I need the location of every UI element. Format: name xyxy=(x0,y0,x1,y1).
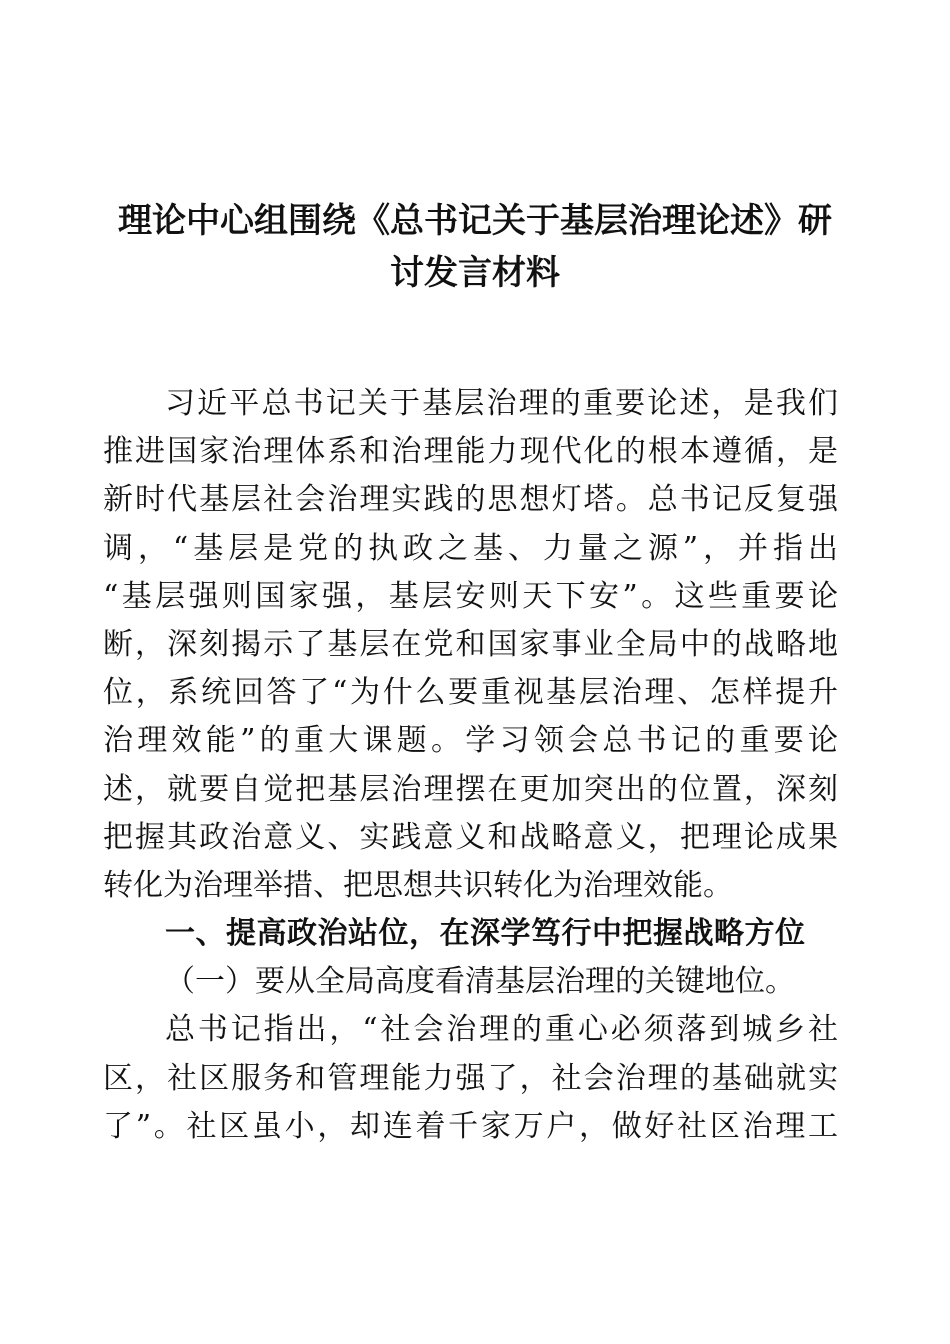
text-line: 位，系统回答了“为什么要重视基层治理、怎样提升 xyxy=(103,675,838,711)
title-line: 讨发言材料 xyxy=(390,253,560,293)
subsection-heading: （一）要从全局高度看清基层治理的关键地位。 xyxy=(165,964,795,1000)
text-line: 述，就要自觉把基层治理摆在更加突出的位置，深刻 xyxy=(103,771,838,807)
text-line: 区，社区服务和管理能力强了，社会治理的基础就实 xyxy=(103,1060,838,1096)
text-line: 了”。社区虽小，却连着千家万户，做好社区治理工 xyxy=(103,1108,838,1144)
text-line: 调，“基层是党的执政之基、力量之源”，并指出 xyxy=(103,530,838,566)
text-line: 把握其政治意义、实践意义和战略意义，把理论成果 xyxy=(103,819,838,855)
document-title xyxy=(95,195,855,299)
text-line: 治理效能”的重大课题。学习领会总书记的重要论 xyxy=(103,723,838,759)
text-line: 新时代基层社会治理实践的思想灯塔。总书记反复强 xyxy=(103,482,838,518)
text-line: 断，深刻揭示了基层在党和国家事业全局中的战略地 xyxy=(103,626,838,662)
text-line: 转化为治理举措、把思想共识转化为治理效能。 xyxy=(103,867,733,903)
paragraph-intro xyxy=(103,380,838,910)
text-line: 习近平总书记关于基层治理的重要论述，是我们 xyxy=(165,386,838,421)
text-line: 总书记指出，“社会治理的重心必须落到城乡社 xyxy=(165,1012,838,1048)
title-line: 理论中心组围绕《总书记关于基层治理论述》研 xyxy=(118,201,832,241)
text-line: 推进国家治理体系和治理能力现代化的根本遵循，是 xyxy=(103,434,838,470)
section-heading: 一、提高政治站位，在深学笃行中把握战略方位 xyxy=(165,916,806,952)
text-line: “基层强则国家强，基层安则天下安”。这些重要论 xyxy=(103,578,838,614)
document-body xyxy=(103,380,838,1151)
paragraph-second xyxy=(103,1006,838,1151)
